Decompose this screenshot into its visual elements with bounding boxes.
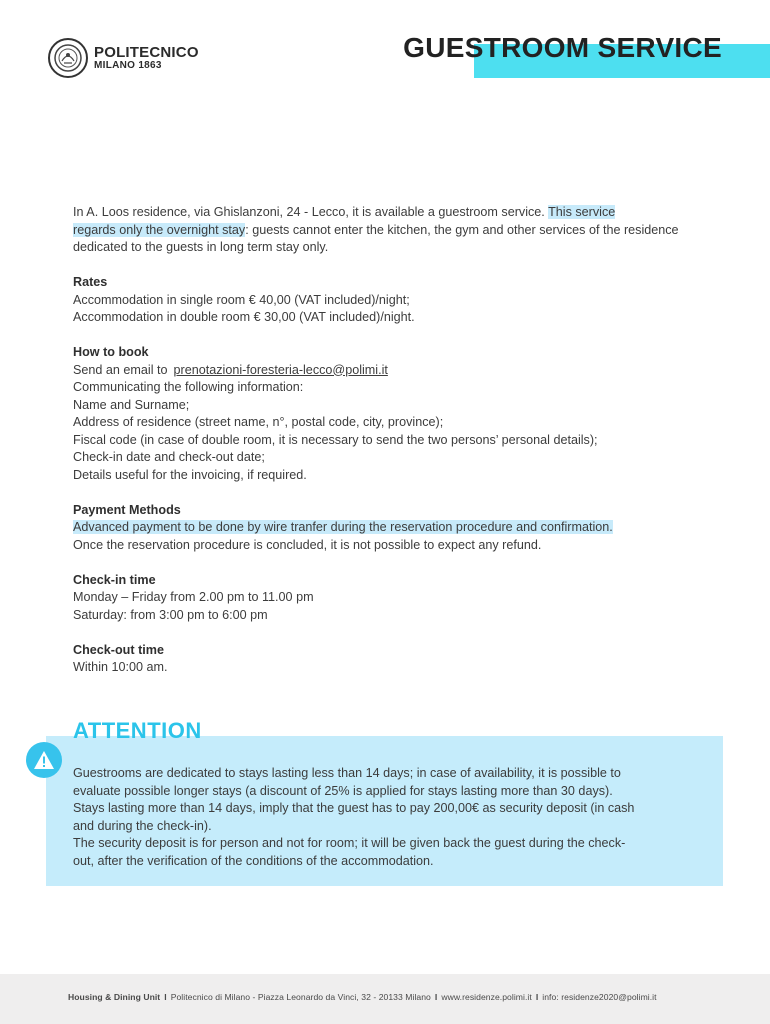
checkin-section <box>73 572 693 625</box>
booking-info-line: Fiscal code (in case of double room, it is necessary to send the two persons’ personal details); <box>73 432 598 447</box>
footer-separator: I <box>535 992 539 1002</box>
booking-info-line: Name and Surname; <box>73 397 190 412</box>
email-line <box>73 362 693 380</box>
attention-text <box>73 765 698 871</box>
footer-separator: I <box>434 992 438 1002</box>
checkout-line: Within 10:00 am. <box>73 660 168 674</box>
footer-separator: I <box>164 992 167 1002</box>
how-to-book-heading: How to book <box>73 345 149 359</box>
attention-line: Stays lasting more than 14 days, imply that the guest has to pay 200,00€ as security deposit (in cash <box>73 801 635 816</box>
attention-line: and during the check-in). <box>73 818 212 833</box>
payment-heading: Payment Methods <box>73 502 181 517</box>
rates-line: Accommodation in double room € 30,00 (VAT included)/night. <box>73 310 415 324</box>
rates-section <box>73 274 693 327</box>
intro-highlight-2: regards only the overnight stay <box>73 222 246 237</box>
logo-title: POLITECNICO <box>94 43 199 61</box>
payment-line: Once the reservation procedure is concluded, it is not possible to expect any refund. <box>73 537 542 552</box>
rates-line: Accommodation in single room € 40,00 (VAT included)/night; <box>73 292 410 307</box>
attention-line: out, after the verification of the conditions of the accommodation. <box>73 853 434 868</box>
footer-website[interactable]: www.residenze.polimi.it <box>441 992 532 1002</box>
page-title: GUESTROOM SERVICE <box>403 32 722 63</box>
politecnico-logo <box>48 38 199 78</box>
booking-info-line: Communicating the following information: <box>73 380 304 394</box>
intro-text-end: : guests cannot enter the kitchen, the gym and other services of the residence dedicated to the guests in long term stay only. <box>73 222 679 254</box>
attention-line: evaluate possible longer stays (a discount of 25% is applied for stays lasting more than 30 days). <box>73 783 613 798</box>
email-prefix: Send an email to <box>73 362 168 377</box>
footer-address: Politecnico di Milano - Piazza Leonardo da Vinci, 32 - 20133 Milano <box>170 992 431 1002</box>
how-to-book-section <box>73 344 693 484</box>
logo-subtitle: MILANO 1863 <box>94 59 162 71</box>
footer-info-email[interactable]: info: residenze2020@polimi.it <box>542 992 657 1002</box>
checkin-heading: Check-in time <box>73 572 156 587</box>
attention-line: Guestrooms are dedicated to stays lasting less than 14 days; in case of availability, it is possible to <box>73 766 621 780</box>
seal-icon <box>48 38 88 78</box>
payment-section <box>73 502 693 555</box>
rates-heading: Rates <box>73 275 108 289</box>
intro-highlight-1: This service <box>548 205 616 219</box>
footer-unit: Housing & Dining Unit <box>68 992 161 1002</box>
payment-highlight: Advanced payment to be done by wire tranfer during the reservation procedure and confirmation. <box>73 520 613 534</box>
payment-line <box>73 519 693 537</box>
intro-text: In A. Loos residence, via Ghislanzoni, 24 - Lecco, it is available a guestroom service. <box>73 205 549 219</box>
footer-text <box>68 992 657 1002</box>
attention-line: The security deposit is for person and not for room; it will be given back the guest during the check- <box>73 836 626 851</box>
attention-title: ATTENTION <box>73 718 202 743</box>
checkout-heading: Check-out time <box>73 642 164 657</box>
booking-info-line: Check-in date and check-out date; <box>73 450 265 464</box>
checkin-line: Saturday: from 3:00 pm to 6:00 pm <box>73 607 268 622</box>
checkin-line: Monday – Friday from 2.00 pm to 11.00 pm <box>73 590 314 604</box>
warning-icon <box>26 742 62 778</box>
checkout-section <box>73 642 693 677</box>
booking-info-line: Details useful for the invoicing, if required. <box>73 467 307 482</box>
booking-info-line: Address of residence (street name, n°, postal code, city, province); <box>73 415 444 429</box>
email-link[interactable]: prenotazioni-foresteria-lecco@polimi.it <box>173 362 388 377</box>
intro-paragraph <box>73 204 693 257</box>
main-content <box>73 204 693 677</box>
